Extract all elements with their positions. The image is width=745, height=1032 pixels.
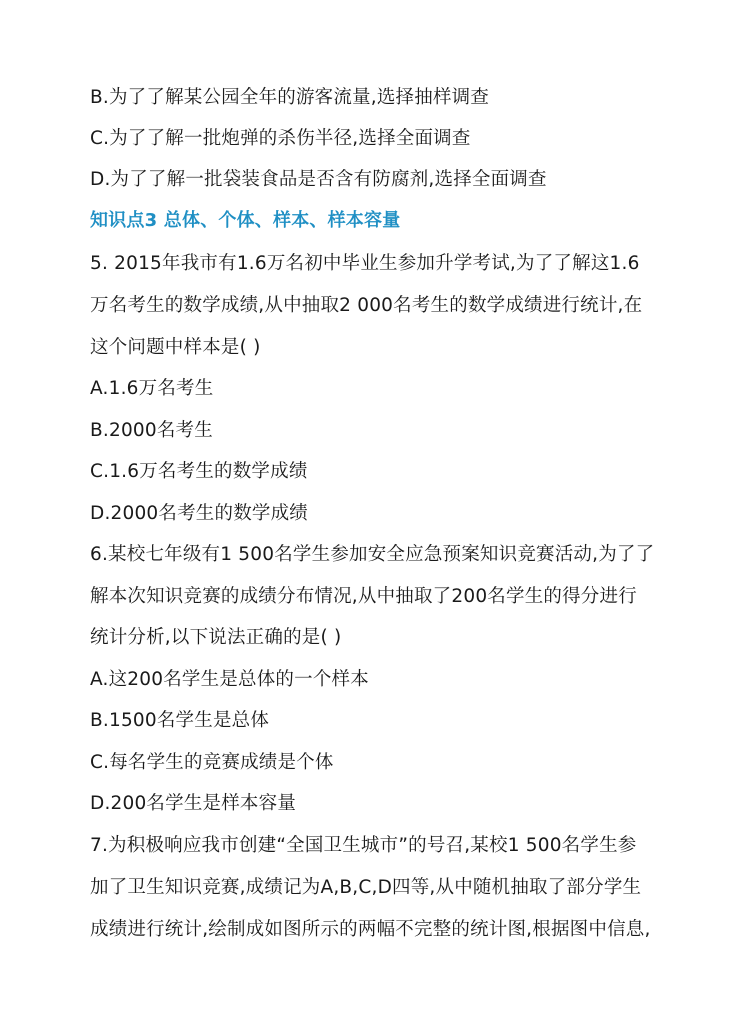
q6-option-d: D.200名学生是样本容量 [90, 793, 297, 814]
q7-stem-line-3: 成绩进行统计,绘制成如图所示的两幅不完整的统计图,根据图中信息, [90, 919, 651, 940]
q6-option-c: C.每名学生的竞赛成绩是个体 [90, 752, 334, 773]
q5-stem-line-2: 万名考生的数学成绩,从中抽取2 000名考生的数学成绩进行统计,在 [90, 295, 643, 316]
q5-option-b: B.2000名考生 [90, 420, 213, 441]
q6-option-b: B.1500名学生是总体 [90, 710, 270, 731]
q6-stem-line-2: 解本次知识竞赛的成绩分布情况,从中抽取了200名学生的得分进行 [90, 586, 637, 607]
q4-option-d: D.为了了解一批袋装食品是否含有防腐剂,选择全面调查 [90, 169, 547, 190]
q6-stem-line-1: 6.某校七年级有1 500名学生参加安全应急预案知识竞赛活动,为了了 [90, 544, 655, 565]
q5-stem-line-1: 5. 2015年我市有1.6万名初中毕业生参加升学考试,为了了解这1.6 [90, 253, 640, 274]
q6-stem-line-3: 统计分析,以下说法正确的是( ) [90, 627, 342, 648]
section-heading: 知识点3 总体、个体、样本、样本容量 [90, 210, 401, 231]
q6-option-a: A.这200名学生是总体的一个样本 [90, 669, 369, 690]
q7-stem-line-1: 7.为积极响应我市创建“全国卫生城市”的号召,某校1 500名学生参 [90, 835, 637, 856]
q5-option-a: A.1.6万名考生 [90, 378, 214, 399]
q5-option-c: C.1.6万名考生的数学成绩 [90, 461, 308, 482]
q7-stem-line-2: 加了卫生知识竞赛,成绩记为A,B,C,D四等,从中随机抽取了部分学生 [90, 877, 642, 898]
q4-option-c: C.为了了解一批炮弹的杀伤半径,选择全面调查 [90, 128, 471, 149]
q5-option-d: D.2000名考生的数学成绩 [90, 503, 309, 524]
q5-stem-line-3: 这个问题中样本是( ) [90, 337, 261, 358]
q4-option-b: B.为了了解某公园全年的游客流量,选择抽样调查 [90, 87, 490, 108]
